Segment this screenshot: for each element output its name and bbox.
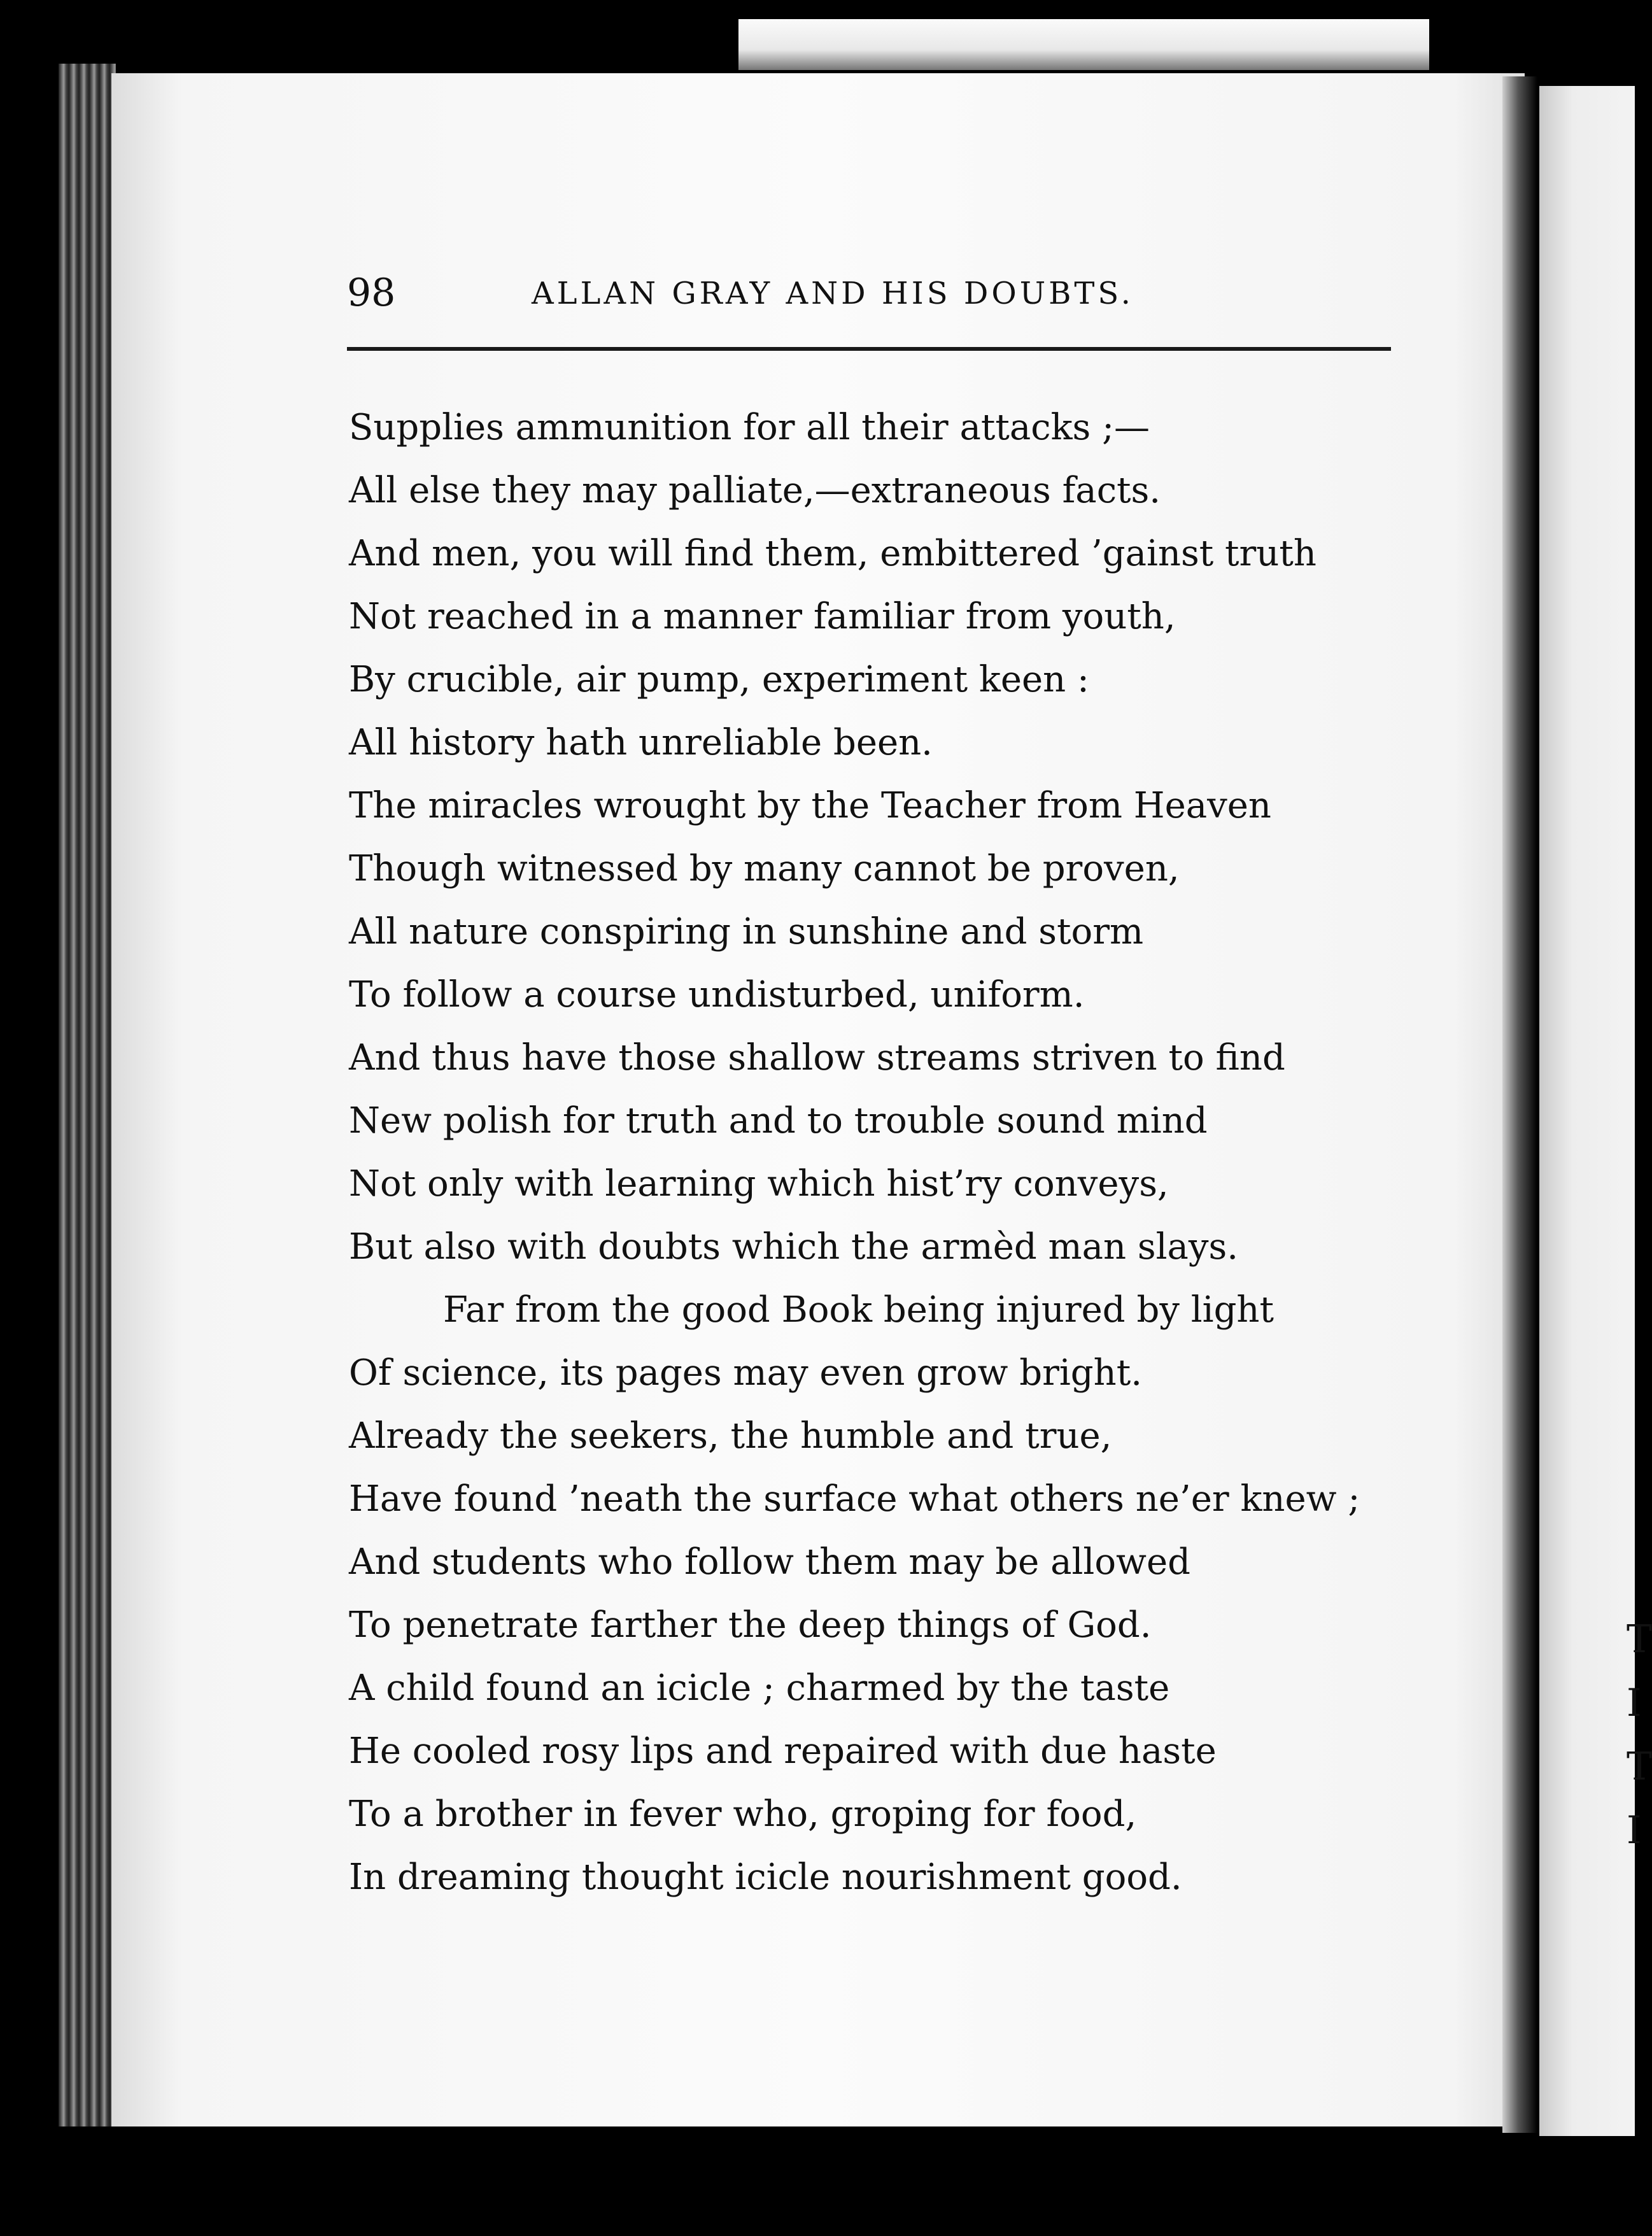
poem-line: But also with doubts which the armèd man slays. — [349, 1226, 1239, 1268]
poem-line: And thus have those shallow streams striven to find — [349, 1037, 1285, 1079]
poem-line: Supplies ammunition for all their attacks ;— — [349, 407, 1150, 448]
poem-line: To follow a course undisturbed, uniform. — [349, 974, 1085, 1015]
page-number: 98 — [347, 271, 396, 315]
header-rule — [347, 347, 1391, 351]
book-gutter — [1502, 76, 1537, 2133]
poem-line: By crucible, air pump, experiment keen : — [349, 659, 1089, 700]
poem-line: Though witnessed by many cannot be proven, — [349, 848, 1180, 889]
poem-line: In dreaming thought icicle nourishment good. — [349, 1857, 1182, 1898]
poem-line: All else they may palliate,—extraneous facts. — [349, 470, 1161, 511]
book-page-edges — [59, 64, 116, 2126]
poem-line: The miracles wrought by the Teacher from Heaven — [349, 785, 1271, 826]
page-header — [347, 271, 1391, 315]
poem-text — [349, 396, 1444, 1909]
poem-line: All history hath unreliable been. — [349, 722, 933, 763]
facing-page-glyph: T — [1627, 1617, 1652, 1662]
poem-line: He cooled rosy lips and repaired with due haste — [349, 1730, 1217, 1772]
scan-top-strip — [738, 19, 1429, 70]
facing-page-glyph: T — [1627, 1744, 1652, 1789]
running-title: ALLAN GRAY AND HIS DOUBTS. — [532, 276, 1134, 311]
facing-page-glyph: I — [1627, 1808, 1642, 1853]
poem-line: Not only with learning which hist’ry conveys, — [349, 1163, 1169, 1205]
poem-line: And men, you will find them, embittered ’gainst truth — [349, 533, 1317, 574]
poem-line: To a brother in fever who, groping for food, — [349, 1794, 1137, 1835]
poem-line: Not reached in a manner familiar from youth, — [349, 596, 1176, 637]
poem-line: Of science, its pages may even grow bright. — [349, 1352, 1142, 1394]
poem-line: A child found an icicle ; charmed by the taste — [349, 1667, 1170, 1709]
poem-line: And students who follow them may be allowed — [349, 1541, 1190, 1583]
poem-line: All nature conspiring in sunshine and storm — [349, 911, 1144, 952]
poem-line: New polish for truth and to trouble sound mind — [349, 1100, 1208, 1142]
poem-line: Have found ’neath the surface what others ne’er knew ; — [349, 1478, 1360, 1520]
poem-line: Already the seekers, the humble and true, — [349, 1415, 1112, 1457]
facing-page — [1539, 86, 1635, 2136]
poem-line: To penetrate farther the deep things of God. — [349, 1604, 1152, 1646]
facing-page-glyph: I — [1627, 1681, 1642, 1725]
poem-line: Far from the good Book being injured by light — [443, 1289, 1274, 1331]
